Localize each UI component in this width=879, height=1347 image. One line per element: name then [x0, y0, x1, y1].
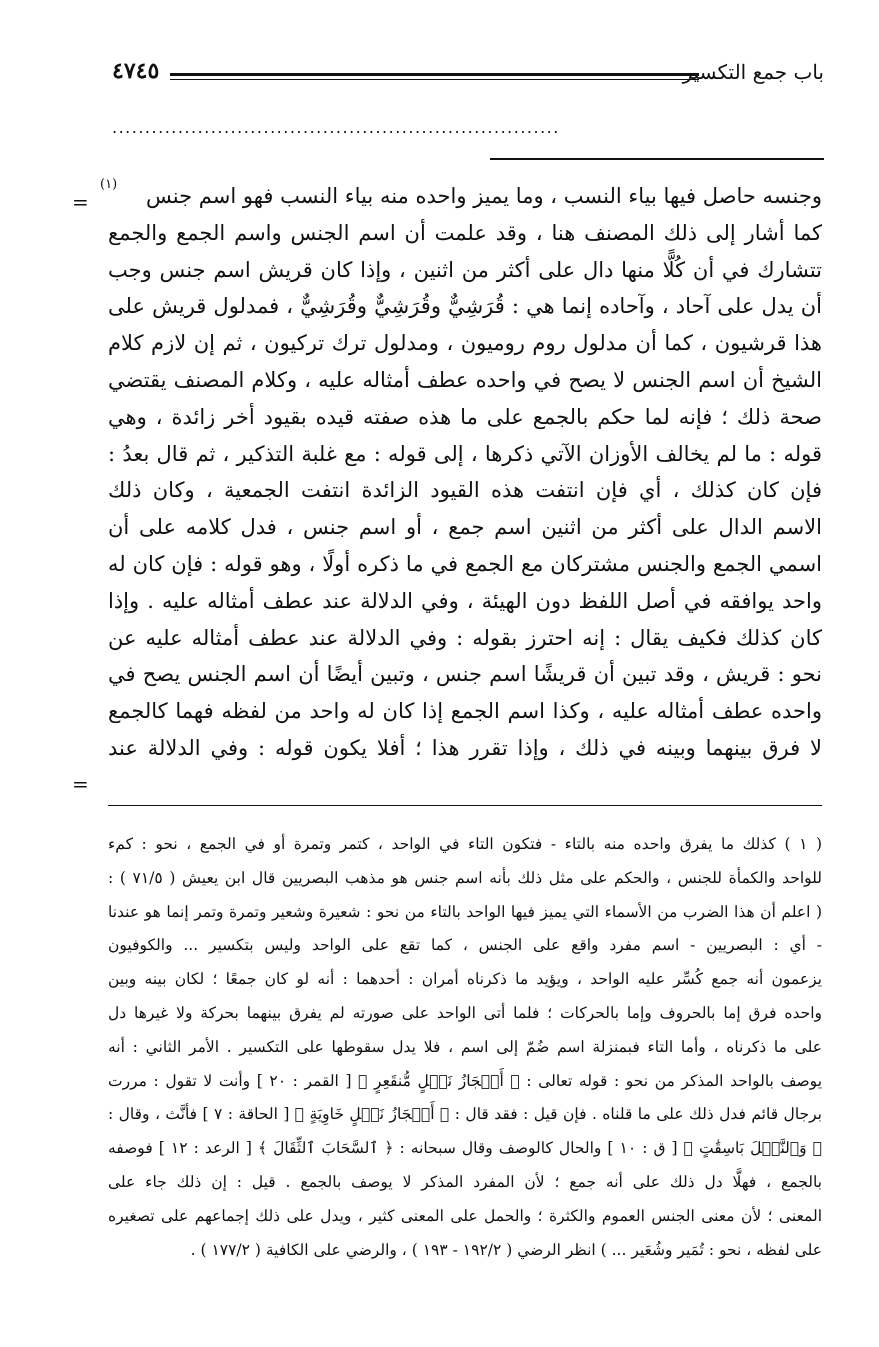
ellipsis-dots: ....................................................................	[112, 118, 560, 137]
footnote-line: بالجمع ، فهلَّا دل ذلك على أنه جمع ؛ لأن المفرد المذكر لا يوصف بالجمع . قيل : إن ذلك جاء على	[108, 1172, 822, 1191]
footnote-line: واحده فرق إما بالحروف وإما بالحركات ؛ فلما أتى الواحد على صورته لم يفرق بينهما بحركة ولا غيرها دل	[108, 1003, 822, 1022]
text-line: فإن كان كذلك ، أي فإن انتفت هذه القيود الزائدة انتفت الجمعية ، وكان ذلك	[108, 478, 822, 503]
text-line: تتشارك في أن كُلًّا منها دال على أكثر من اثنين ، وإذا كان قريش اسم جنس وجب	[108, 257, 822, 282]
main-text	[108, 178, 822, 767]
running-header	[112, 60, 824, 90]
header-rule	[170, 73, 699, 76]
footnotes	[108, 828, 822, 1267]
text-line: هذا قرشيون ، كما أن مدلول روم روميون ، ومدلول ترك تركيون ، ثم إن لازم كلام	[108, 331, 822, 356]
header-rule-thin	[170, 79, 699, 80]
footnote-line: ( ١ ) كذلك ما يفرق واحده منه بالتاء - فتكون التاء في الواحد ، كتمر وتمرة أو في الجمع ، نحو : كمء	[108, 835, 822, 853]
text-line: اسمي الجمع والجنس مشتركان مع الجمع في ما ذكره أولًا ، وهو قوله : فإن كان له	[108, 551, 822, 576]
footnote-line: على ما ذكرناه ، وأما التاء فبمنزلة اسم ضُمّ إلى اسم ، فلا يدل سقوطها على التكسير . الأمر الثاني : أنه	[108, 1037, 822, 1056]
text-line: كان كذلك فكيف يقال : إنه احترز بقوله : وفي الدلالة عند عطف أمثاله عليه عن	[108, 625, 822, 650]
footnote-line: ﴿ وَٱلنَّخۡلَ بَاسِقَٰتٍ ﴾ [ ق : ١٠ ] والحال كالوصف وقال سبحانه : ﴿ ٱلسَّحَابَ ٱلثِّقَالَ ﴾ [ الرعد : ١٢ ] فوصفه	[108, 1139, 822, 1158]
footnote-line: يوصف بالواحد المذكر من نحو : قوله تعالى : ﴿ أَعۡجَازُ نَخۡلٍ مُّنقَعِرٍ ﴾ [ القمر : ٢٠ ] وأنت لا تقول : مررت	[108, 1071, 823, 1090]
text-line: الاسم الدال على أكثر من اثنين اسم جمع ، أو اسم جنس ، فدل كلامه على أن	[108, 515, 822, 540]
footnote-line: برجال قائم فدل ذلك على ما قلناه . فإن قيل : فقد قال : ﴿ أَعۡجَازُ نَخۡلٍ خَاوِيَةٍ ﴾ [ الحاقة : ٧ ] فأنَّث ، وقال :	[108, 1105, 822, 1124]
footnote-line: على لفظه ، نحو : تُمَير وشُعَير ... ) انظر الرضي ( ١٩٢/٢ - ١٩٣ ) ، والرضي على الكافية ( ١٧٧/٢ ) .	[190, 1240, 822, 1259]
footnote-line: المعنى ؛ لأن معنى الجنس العموم والكثرة ؛ والحمل على المعنى كثير ، ويدل على ذلك إجماعهم على تصغيره	[108, 1206, 822, 1225]
text-separator	[490, 158, 824, 160]
text-line: صحة ذلك ؛ فإنه لما حكم بالجمع على ما هذه صفته قيده بقيود أخر زائدة ، وهي	[108, 404, 822, 429]
footnote-line: - أي : البصريين - اسم مفرد واقع على الجنس ، كما تقع على الواحد وليس بتكسير ... والكوفيون	[108, 936, 822, 955]
continuation-mark-top: =	[72, 190, 89, 214]
text-line: نحو : قريش ، وقد تبين أن قريشًا اسم جنس ، وتبين أيضًا أن اسم الجنس يصح في	[108, 662, 822, 687]
footnote-line: للواحد والكمأة للجنس ، والحكم على مثل ذلك بأنه اسم جنس هو مذهب البصريين قال ابن يعيش ( ٧١/٥ ) :	[108, 868, 823, 887]
text-line: لا فرق بينهما وبينه في ذلك ، وإذا تقرر هذا ؛ أفلا يكون قوله : وفي الدلالة عند	[108, 735, 822, 760]
continuation-mark-bottom: =	[72, 772, 89, 796]
text-line: الشيخ أن اسم الجنس لا يصح في واحده عطف أمثاله عليه ، وكلام المصنف يقتضي	[108, 367, 822, 392]
text-line: قوله : ما لم يخالف الأوزان الآتي ذكرها ، إلى قوله : مع غلبة التذكير ، ثم قال بعدُ :	[108, 441, 822, 466]
chapter-title: باب جمع التكسير	[682, 60, 824, 84]
text-line: واحده عطف أمثاله عليه ، وكذا اسم الجمع إذا كان له واحد من لفظه فهما كالجمع	[108, 699, 822, 724]
page-number: ٤٧٤٥	[112, 58, 160, 84]
text-line: كما أشار إلى ذلك المصنف هنا ، وقد علمت أن اسم الجنس واسم الجمع والجمع	[108, 220, 822, 245]
text-line: أن يدل على آحاد ، وآحاده إنما هي : قُرَشِيٌّ وقُرَشِيٌّ وقُرَشِيٌّ ، فمدلول قريش على	[108, 294, 822, 319]
footnote-line: ( اعلم أن هذا الضرب من الأسماء التي يميز فيها الواحد بالتاء من نحو : شعيرة وشعير وتمرة وتمر إنما هو عندنا	[108, 902, 822, 921]
footnote-line: يزعمون أنه جمع كُسِّر عليه الواحد ، ويؤيد ما ذكرناه أمران : أحدهما : أنه لو كان جمعًا ؛ لكان بينه وبين	[108, 970, 822, 989]
text-line: واحد يوافقه في أصل اللفظ دون الهيئة ، وفي الدلالة عند عطف أمثاله عليه . وإذا	[108, 588, 822, 613]
footnote-separator	[108, 805, 822, 806]
footnote-marker: (١)	[100, 177, 118, 192]
text-line: وجنسه حاصل فيها بياء النسب ، وما يميز واحده منه بياء النسب فهو اسم جنس	[146, 184, 822, 208]
